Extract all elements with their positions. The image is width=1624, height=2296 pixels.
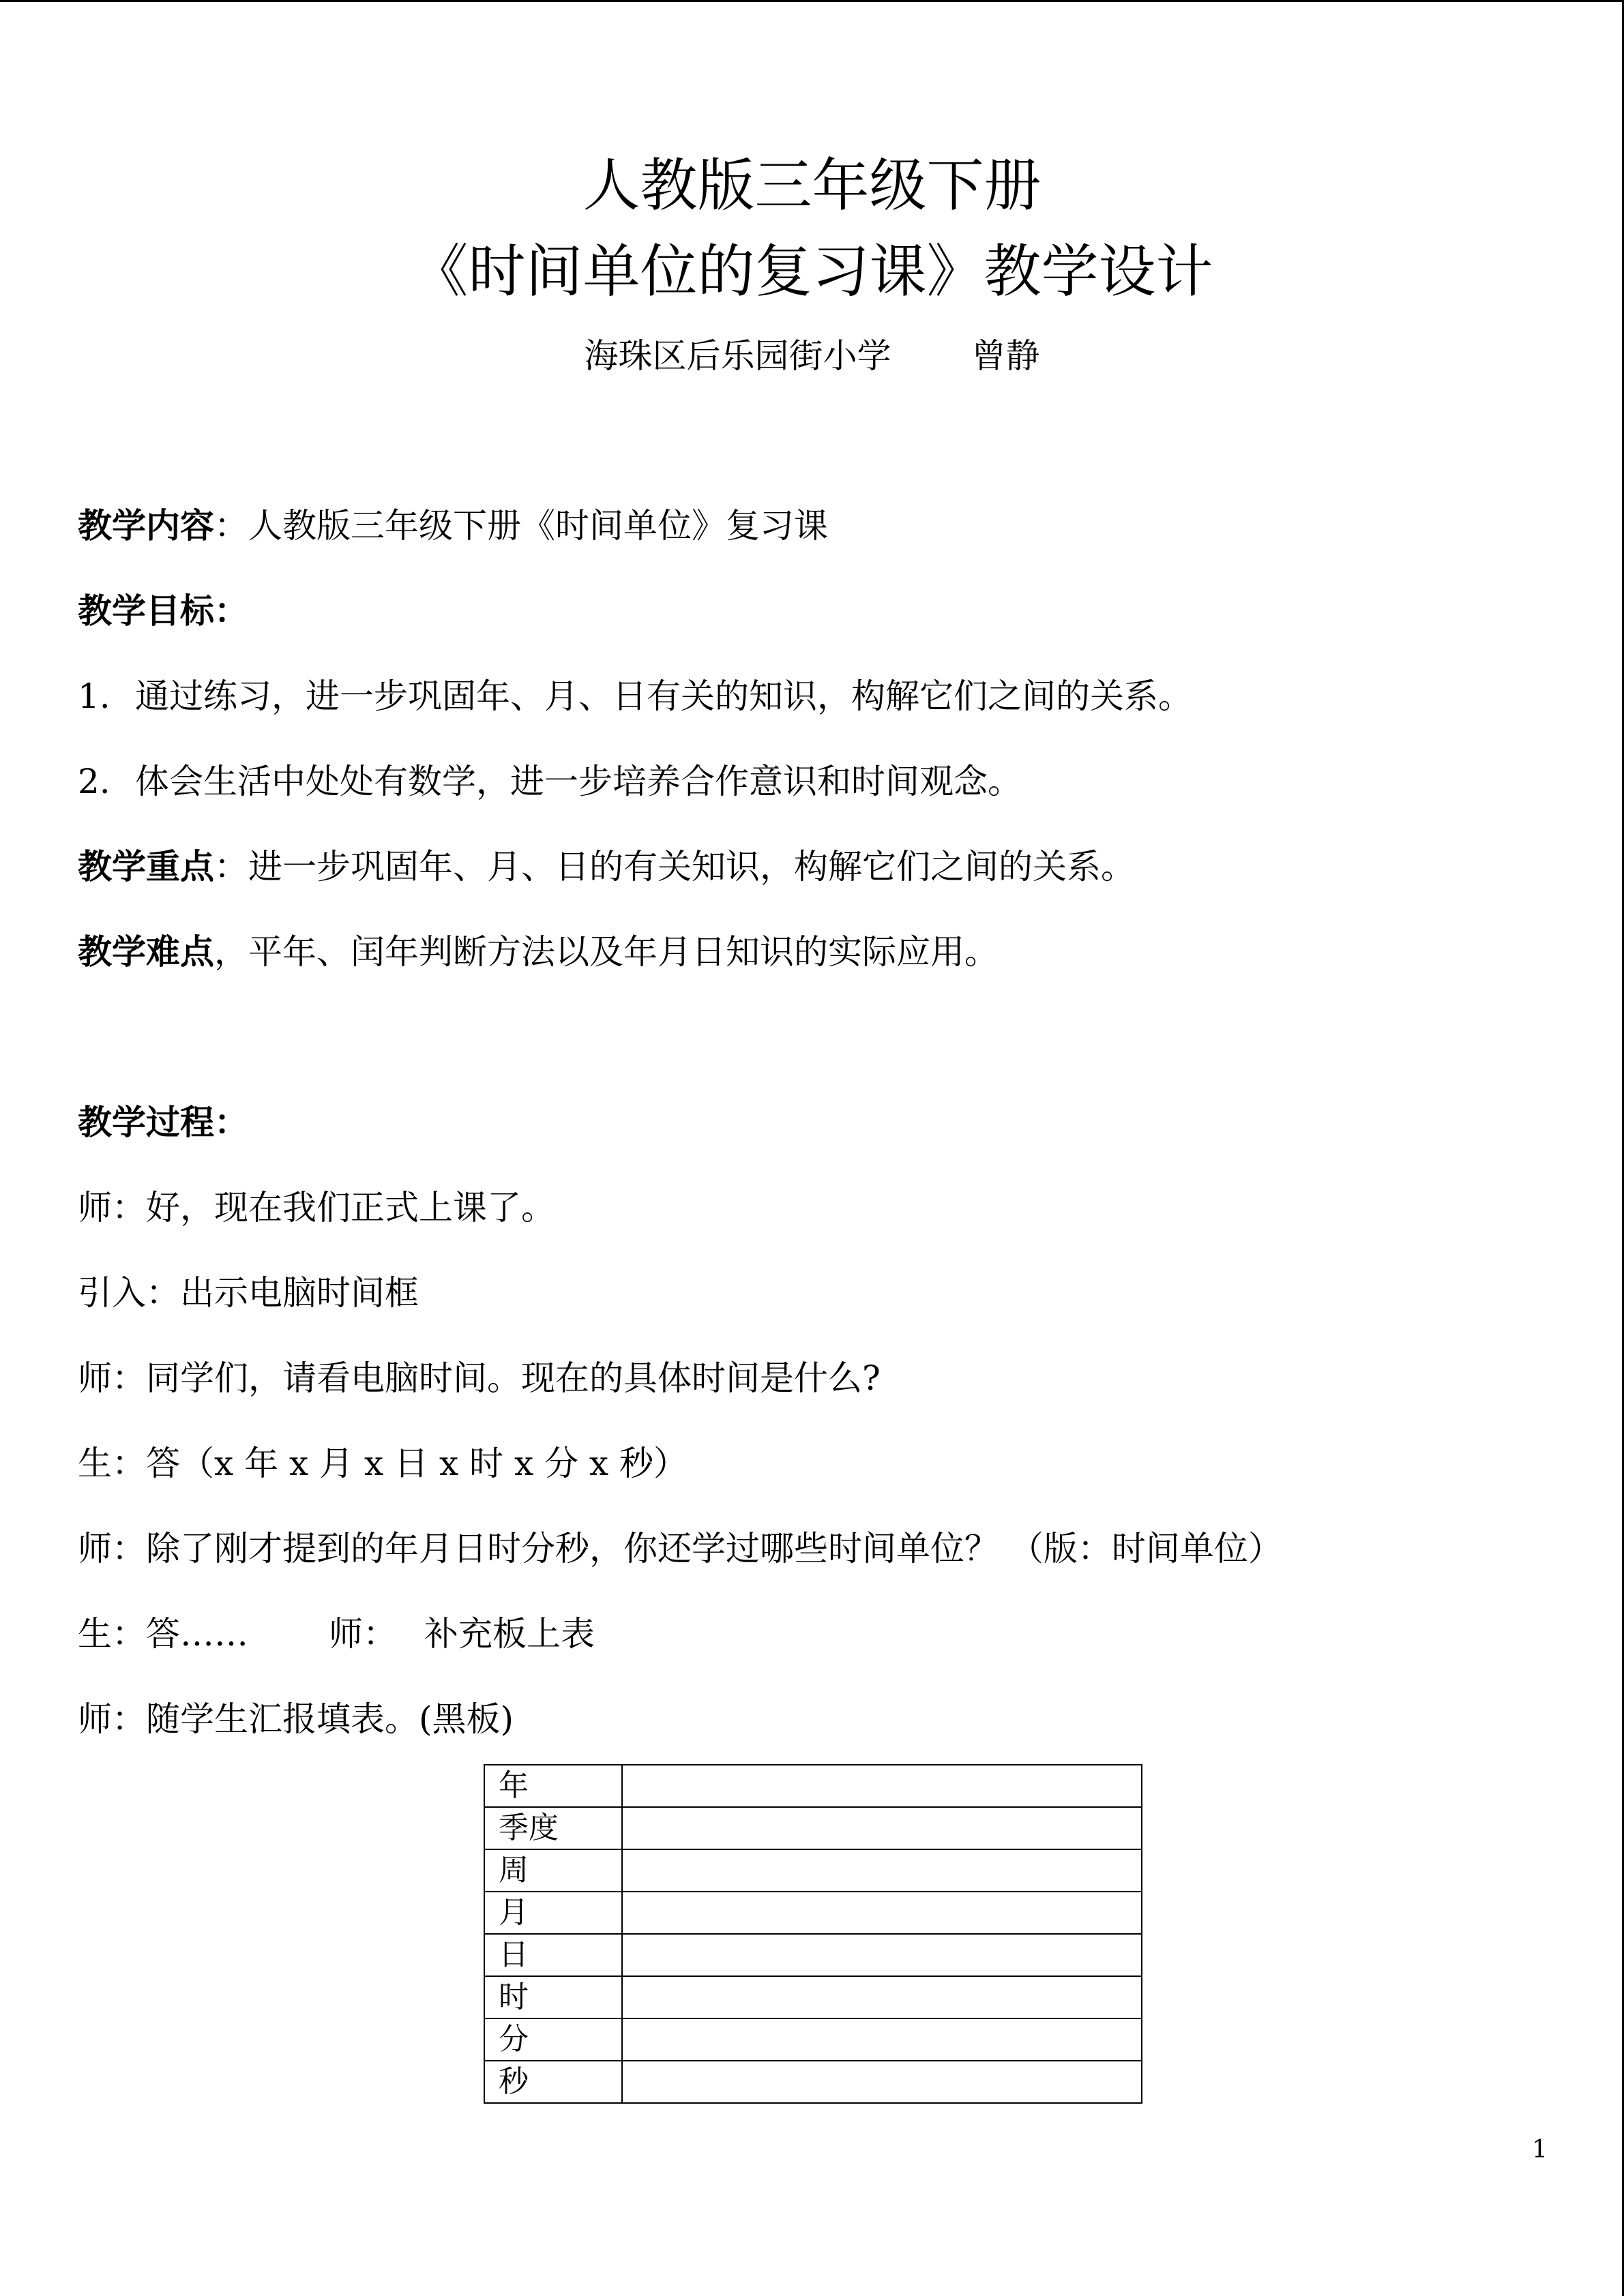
teaching-goals-heading (78, 591, 248, 631)
table-cell-empty (622, 1892, 1142, 1934)
table-cell-empty (622, 2018, 1142, 2061)
process-line: 师：随学生汇报填表。(黑板) (78, 1699, 514, 1739)
process-line: 师：好，现在我们正式上课了。 (78, 1188, 555, 1227)
teaching-content-label: 教学内容 (78, 505, 214, 546)
student-answer: 生：答…… (78, 1614, 248, 1654)
time-unit-table (484, 1764, 1142, 2104)
table-row (484, 2018, 1142, 2061)
table-cell-empty (622, 1807, 1142, 1849)
teaching-content (78, 505, 828, 546)
teaching-goals-label: 教学目标： (78, 591, 248, 631)
table-row (484, 1976, 1142, 2018)
table-cell-label: 日 (484, 1934, 622, 1976)
table-cell-empty (622, 1934, 1142, 1976)
table-row (484, 1807, 1142, 1849)
author-line (0, 336, 1624, 376)
difficulty-label: 教学难点 (78, 931, 214, 972)
goal-number: 1. (78, 676, 110, 716)
top-border (0, 0, 1624, 2)
table-cell-empty (622, 1849, 1142, 1892)
process-heading (78, 1102, 248, 1142)
goal-text: 体会生活中处处有数学，进一步培养合作意识和时间观念。 (135, 762, 1022, 801)
goal-text: 通过练习，进一步巩固年、月、日有关的知识，构解它们之间的关系。 (135, 676, 1192, 716)
process-line: 师：同学们，请看电脑时间。现在的具体时间是什么? (78, 1358, 881, 1398)
table-cell-label: 分 (484, 2018, 622, 2061)
teacher-supplement: 补充板上表 (424, 1614, 595, 1654)
key-point (78, 846, 1135, 886)
difficulty (78, 931, 999, 972)
title-line-1: 人教版三年级下册 (582, 152, 1042, 219)
difficulty-text: ，平年、闰年判断方法以及年月日知识的实际应用。 (214, 932, 999, 972)
process-line: 师：除了刚才提到的年月日时分秒，你还学过哪些时间单位？ （版：时间单位） (78, 1529, 1282, 1568)
school-name: 海珠区后乐园街小学 (584, 336, 891, 376)
table-cell-label: 秒 (484, 2061, 622, 2103)
table-cell-label: 月 (484, 1892, 622, 1934)
key-point-text: ：进一步巩固年、月、日的有关知识，构解它们之间的关系。 (214, 847, 1135, 886)
table-row (484, 1849, 1142, 1892)
process-label: 教学过程： (78, 1102, 248, 1142)
goal-item (78, 764, 1022, 799)
table-cell-label: 时 (484, 1976, 622, 2018)
table-cell-label: 季度 (484, 1807, 622, 1849)
teacher-label: 师： (329, 1614, 397, 1654)
table-cell-label: 年 (484, 1765, 622, 1807)
goal-number: 2. (78, 762, 110, 801)
process-line: 引入：出示电脑时间框 (78, 1273, 419, 1313)
table-cell-empty (622, 1976, 1142, 2018)
key-point-label: 教学重点 (78, 846, 214, 886)
author-name: 曾静 (971, 336, 1040, 376)
table-cell-empty (622, 2061, 1142, 2103)
table-row (484, 1892, 1142, 1934)
goal-item (78, 676, 1192, 716)
table-cell-label: 周 (484, 1849, 622, 1892)
teaching-content-text: ：人教版三年级下册《时间单位》复习课 (214, 506, 828, 546)
table-row (484, 1765, 1142, 1807)
table-row (484, 1934, 1142, 1976)
process-answer-line (78, 1614, 595, 1654)
title-line-2: 《时间单位的复习课》教学设计 (411, 238, 1213, 305)
table-row (484, 2061, 1142, 2103)
page-number: 1 (1532, 2136, 1548, 2164)
table-cell-empty (622, 1765, 1142, 1807)
process-line: 生：答（x 年 x 月 x 日 x 时 x 分 x 秒） (78, 1444, 688, 1483)
